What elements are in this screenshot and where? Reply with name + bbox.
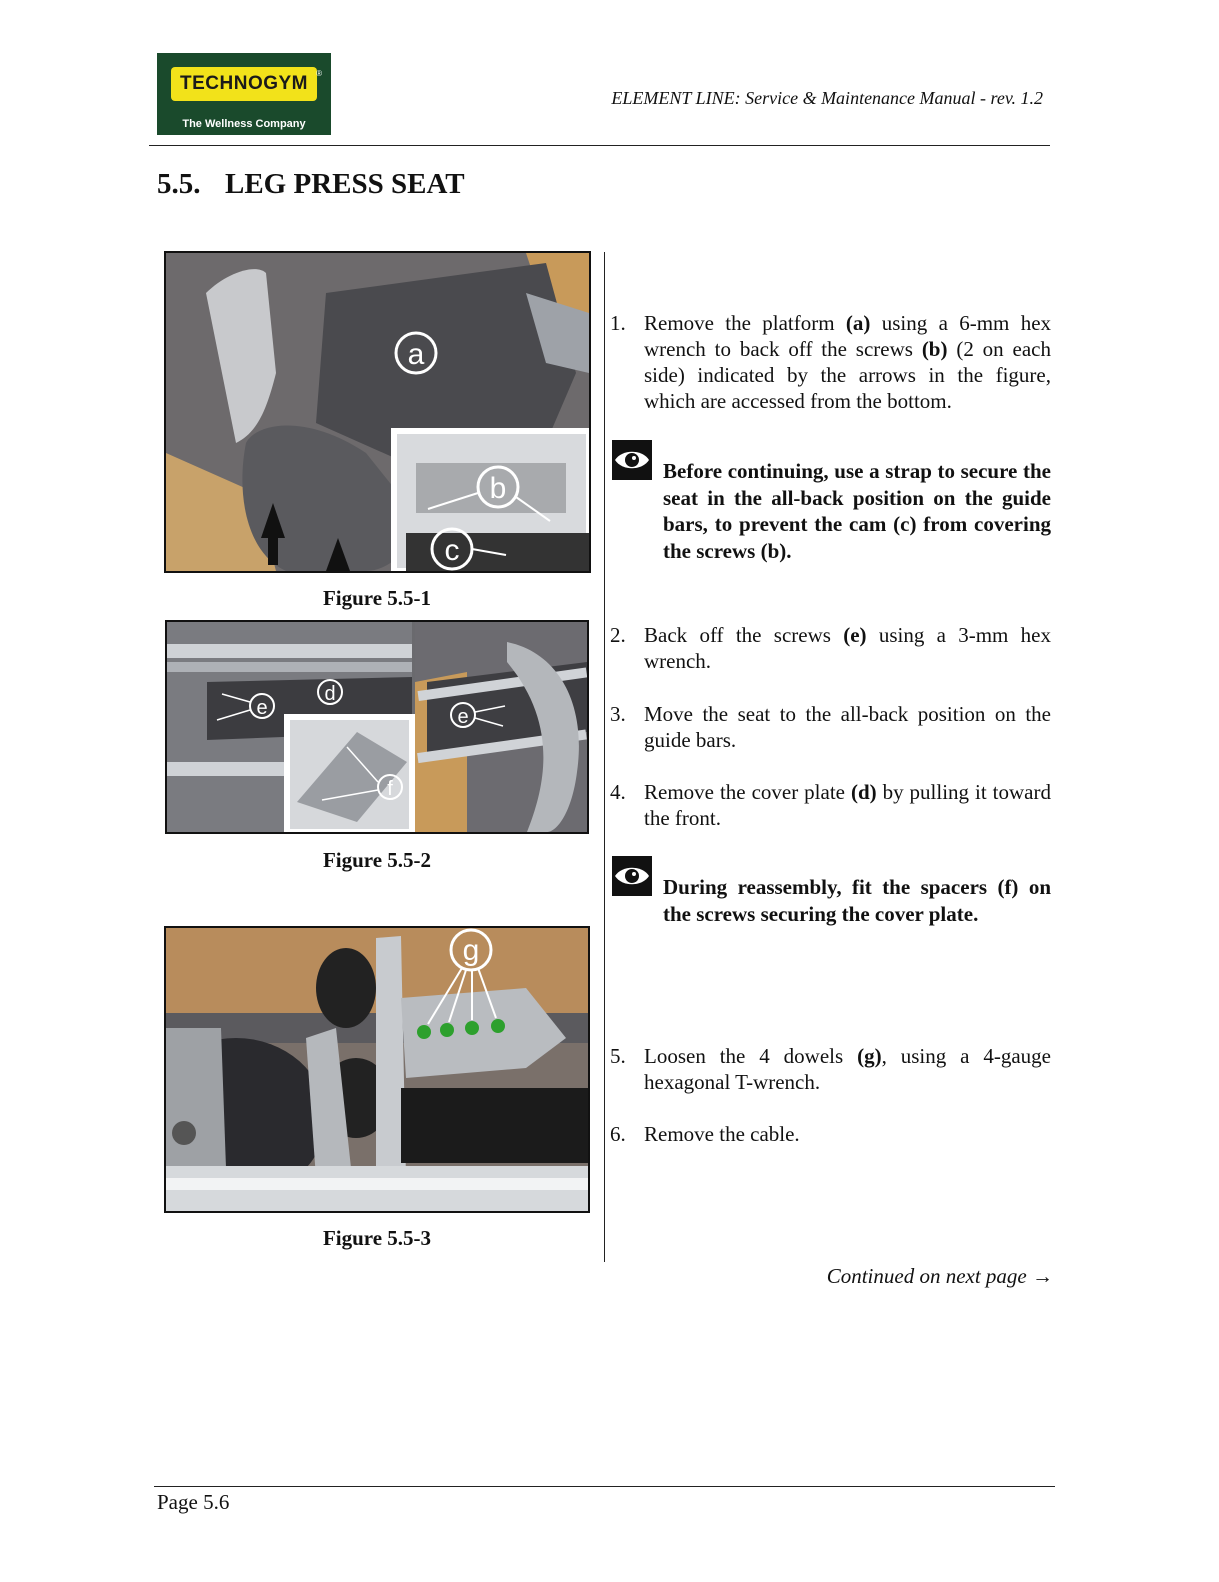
section-title [157,168,465,201]
step-text-part: Move the seat to the all-back position on the guide bars. [644,702,1051,752]
step-text [644,779,1051,831]
step-text-ref: (e) [843,623,867,647]
section-heading: LEG PRESS SEAT [225,168,465,200]
callout-f: f [387,778,393,800]
callout-a: a [407,338,425,371]
step-text-ref: (d) [850,780,877,804]
callout-g: g [462,934,480,967]
step-text-part: using a 3-mm hex wrench. [644,623,1051,673]
figure-5-5-1 [164,251,591,573]
step-text-part: using a 6-mm hex wrench to back off the screws [644,311,1052,361]
step-text-part: (2 on each side) indicated by the arrows in the figure, which are accessed from the bottom. [644,337,1051,413]
step-text [644,701,1051,753]
step-text-part: Remove the cover plate [644,780,851,804]
note-1 [612,440,1051,564]
callout-b: b [489,472,507,505]
step-text [644,622,1051,674]
figure-5-5-3-caption: Figure 5.5-3 [322,1226,432,1250]
callout-e-left: e [256,697,268,719]
column-divider [604,252,605,1262]
figure-5-5-1-photo [166,253,589,571]
step-text [644,1121,1051,1147]
logo-tagline: The Wellness Company [182,118,306,130]
page-number: Page 5.6 [157,1490,230,1514]
figure-5-5-3 [164,926,590,1213]
step-text [644,1043,1051,1095]
section-number: 5.5. [157,168,201,200]
header-divider [149,145,1050,146]
technogym-logo [157,53,331,135]
note-text: During reassembly, fit the spacers (f) on the screws securing the cover plate. [663,875,1051,926]
step-text-ref: (b) [921,337,948,361]
step-6 [610,1121,1051,1147]
logo-wordmark [171,67,317,101]
step-4 [610,779,1051,831]
manual-title: ELEMENT LINE: Service & Maintenance Manual - rev. 1.2 [611,88,1043,108]
figure-5-5-2-caption: Figure 5.5-2 [322,848,432,872]
step-number: 3. [610,702,626,726]
figure-5-5-2 [165,620,589,834]
step-text-ref: (a) [845,311,871,335]
step-text-ref: (g) [857,1044,882,1068]
step-text-part: Loosen the 4 dowels [644,1044,858,1068]
eye-icon [612,856,652,896]
step-text [644,310,1051,414]
continued-note: Continued on next page → [826,1264,1053,1288]
step-5 [610,1043,1051,1095]
step-text-part: Remove the cable. [644,1122,800,1146]
callout-e-right: e [457,706,469,728]
footer-divider [154,1486,1055,1487]
logo-text: TECHNOGYM [180,73,308,94]
figure-5-5-2-photo [167,622,587,832]
step-text-part: Back off the screws [644,623,844,647]
note-2 [612,856,1051,927]
step-text-part: by pulling it toward the front. [644,780,1051,830]
figure-5-5-3-photo [166,928,588,1211]
step-2 [610,622,1051,674]
logo-registered-mark: ® [316,69,322,78]
callout-c: c [444,534,460,567]
step-text-part: , using a 4-gauge hexagonal T-wrench. [644,1044,1051,1094]
step-number: 1. [610,311,626,335]
note-text: Before continuing, use a strap to secure the seat in the all-back position on the guide bars, to prevent the cam (c) from covering the screws (b). [663,459,1051,563]
step-number: 5. [610,1044,626,1068]
step-text-part: Remove the platform [644,311,846,335]
step-number: 6. [610,1122,626,1146]
figure-5-5-1-caption: Figure 5.5-1 [322,586,432,610]
step-3 [610,701,1051,753]
step-1 [610,310,1051,414]
step-number: 4. [610,780,626,804]
eye-icon [612,440,652,480]
step-number: 2. [610,623,626,647]
callout-d: d [324,683,336,705]
